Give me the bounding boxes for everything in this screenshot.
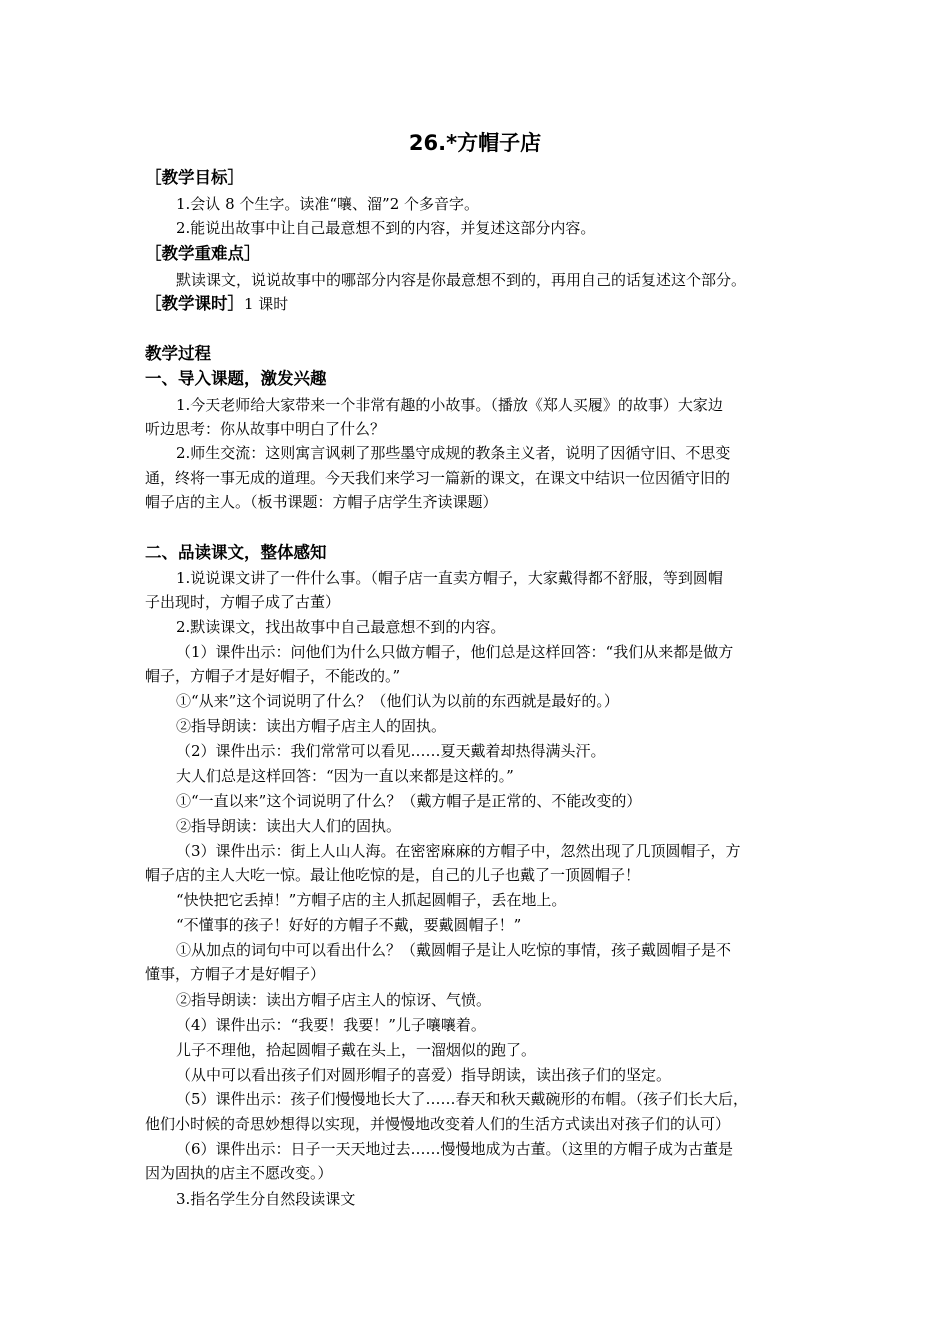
key-text: 默读课文，说说故事中的哪部分内容是你最意想不到的，再用自己的话复述这个部分。 bbox=[176, 271, 747, 289]
s2-c1-line1: （1）课件出示：问他们为什么只做方帽子，他们总是这样回答：“我们从来都是做方 bbox=[176, 643, 734, 661]
s2-c4-a: （从中可以看出孩子们对圆形帽子的喜爱）指导朗读，读出孩子们的坚定。 bbox=[176, 1066, 672, 1084]
s2-c3-b: ②指导朗读：读出方帽子店主人的惊讶、气愤。 bbox=[176, 991, 492, 1009]
process-heading: 教学过程 bbox=[145, 344, 211, 363]
s2-c6-line2: 因为固执的店主不愿改变。） bbox=[145, 1164, 333, 1182]
s2-c6-line1: （6）课件出示：日子一天天地过去……慢慢地成为古董。（这里的方帽子成为古董是 bbox=[176, 1140, 734, 1158]
section1-heading: 一、导入课题，激发兴趣 bbox=[145, 369, 327, 388]
s2-c1-b: ②指导朗读：读出方帽子店主人的固执。 bbox=[176, 717, 447, 735]
s1-p2-line1: 2.师生交流：这则寓言讽刺了那些墨守成规的教条主义者，说明了因循守旧、不思变 bbox=[176, 444, 731, 462]
goal-2: 2.能说出故事中让自己最意想不到的内容，并复述这部分内容。 bbox=[176, 219, 596, 237]
s2-c2: （2）课件出示：我们常常可以看见……夏天戴着却热得满头汗。 bbox=[176, 742, 606, 760]
hours-row bbox=[145, 292, 815, 316]
s1-p2-line3: 帽子店的主人。（板书课题：方帽子店学生齐读课题） bbox=[145, 493, 498, 511]
s2-c3-line2: 帽子店的主人大吃一惊。最让他吃惊的是，自己的儿子也戴了一顶圆帽子！ bbox=[145, 866, 641, 884]
s2-p3: 3.指名学生分自然段读课文 bbox=[176, 1190, 356, 1208]
s2-c1-a: ①“从来”这个词说明了什么？（他们认为以前的东西就是最好的。） bbox=[176, 692, 619, 710]
hours-heading: ［教学课时］ bbox=[145, 294, 244, 313]
process-heading-row bbox=[145, 342, 815, 366]
s2-c1-line2: 帽子，方帽子才是好帽子，不能改的。” bbox=[145, 667, 401, 685]
key-heading-row bbox=[145, 242, 815, 266]
s2-c3-line1: （3）课件出示：街上人山人海。在密密麻麻的方帽子中，忽然出现了几顶圆帽子，方 bbox=[176, 842, 741, 860]
s2-c2-b: ②指导朗读：读出大人们的固执。 bbox=[176, 817, 402, 835]
section2-heading: 二、品读课文，整体感知 bbox=[145, 543, 327, 562]
goals-heading: ［教学目标］ bbox=[145, 168, 244, 187]
s2-c4: （4）课件出示：“我要！我要！”儿子嚷嚷着。 bbox=[176, 1016, 486, 1034]
s2-c3-q1: “快快把它丢掉！”方帽子店的主人抓起圆帽子，丢在地上。 bbox=[176, 891, 567, 909]
s2-c4-q: 儿子不理他，拾起圆帽子戴在头上，一溜烟似的跑了。 bbox=[176, 1041, 537, 1059]
s2-p1-line1: 1.说说课文讲了一件什么事。（帽子店一直卖方帽子，大家戴得都不舒服，等到圆帽 bbox=[176, 569, 723, 587]
s1-p1-line1: 1.今天老师给大家带来一个非常有趣的小故事。（播放《郑人买履》的故事）大家边 bbox=[176, 396, 723, 414]
section2-heading-row bbox=[145, 541, 815, 565]
section1-heading-row bbox=[145, 367, 815, 391]
s2-c3-q2: “不懂事的孩子！好好的方帽子不戴，要戴圆帽子！” bbox=[176, 916, 522, 934]
hours-value: 1 课时 bbox=[244, 295, 289, 313]
s2-p1-line2: 子出现时，方帽子成了古董） bbox=[145, 593, 341, 611]
s2-c2-q: 大人们总是这样回答：“因为一直以来都是这样的。” bbox=[176, 767, 514, 785]
s2-p2: 2.默读课文，找出故事中自己最意想不到的内容。 bbox=[176, 618, 506, 636]
s1-p2-line2: 通，终将一事无成的道理。今天我们来学习一篇新的课文，在课文中结识一位因循守旧的 bbox=[145, 469, 731, 487]
s2-c3-a-line1: ①从加点的词句中可以看出什么？（戴圆帽子是让人吃惊的事情，孩子戴圆帽子是不 bbox=[176, 941, 732, 959]
s2-c5-line1: （5）课件出示：孩子们慢慢地长大了……春天和秋天戴碗形的布帽。（孩子们长大后， bbox=[176, 1090, 749, 1108]
s2-c2-a: ①“一直以来”这个词说明了什么？（戴方帽子是正常的、不能改变的） bbox=[176, 792, 642, 810]
lesson-title: 26.*方帽子店 bbox=[408, 131, 542, 155]
goal-1: 1.会认 8 个生字。读准“嚷、溜”2 个多音字。 bbox=[176, 195, 480, 213]
s1-p1-line2: 听边思考：你从故事中明白了什么？ bbox=[145, 420, 386, 438]
goals-heading-row bbox=[145, 166, 815, 190]
s2-c3-a-line2: 懂事，方帽子才是好帽子） bbox=[145, 965, 326, 983]
key-heading: ［教学重难点］ bbox=[145, 244, 261, 263]
s2-c5-line2: 他们小时候的奇思妙想得以实现，并慢慢地改变着人们的生活方式读出对孩子们的认可） bbox=[145, 1115, 731, 1133]
